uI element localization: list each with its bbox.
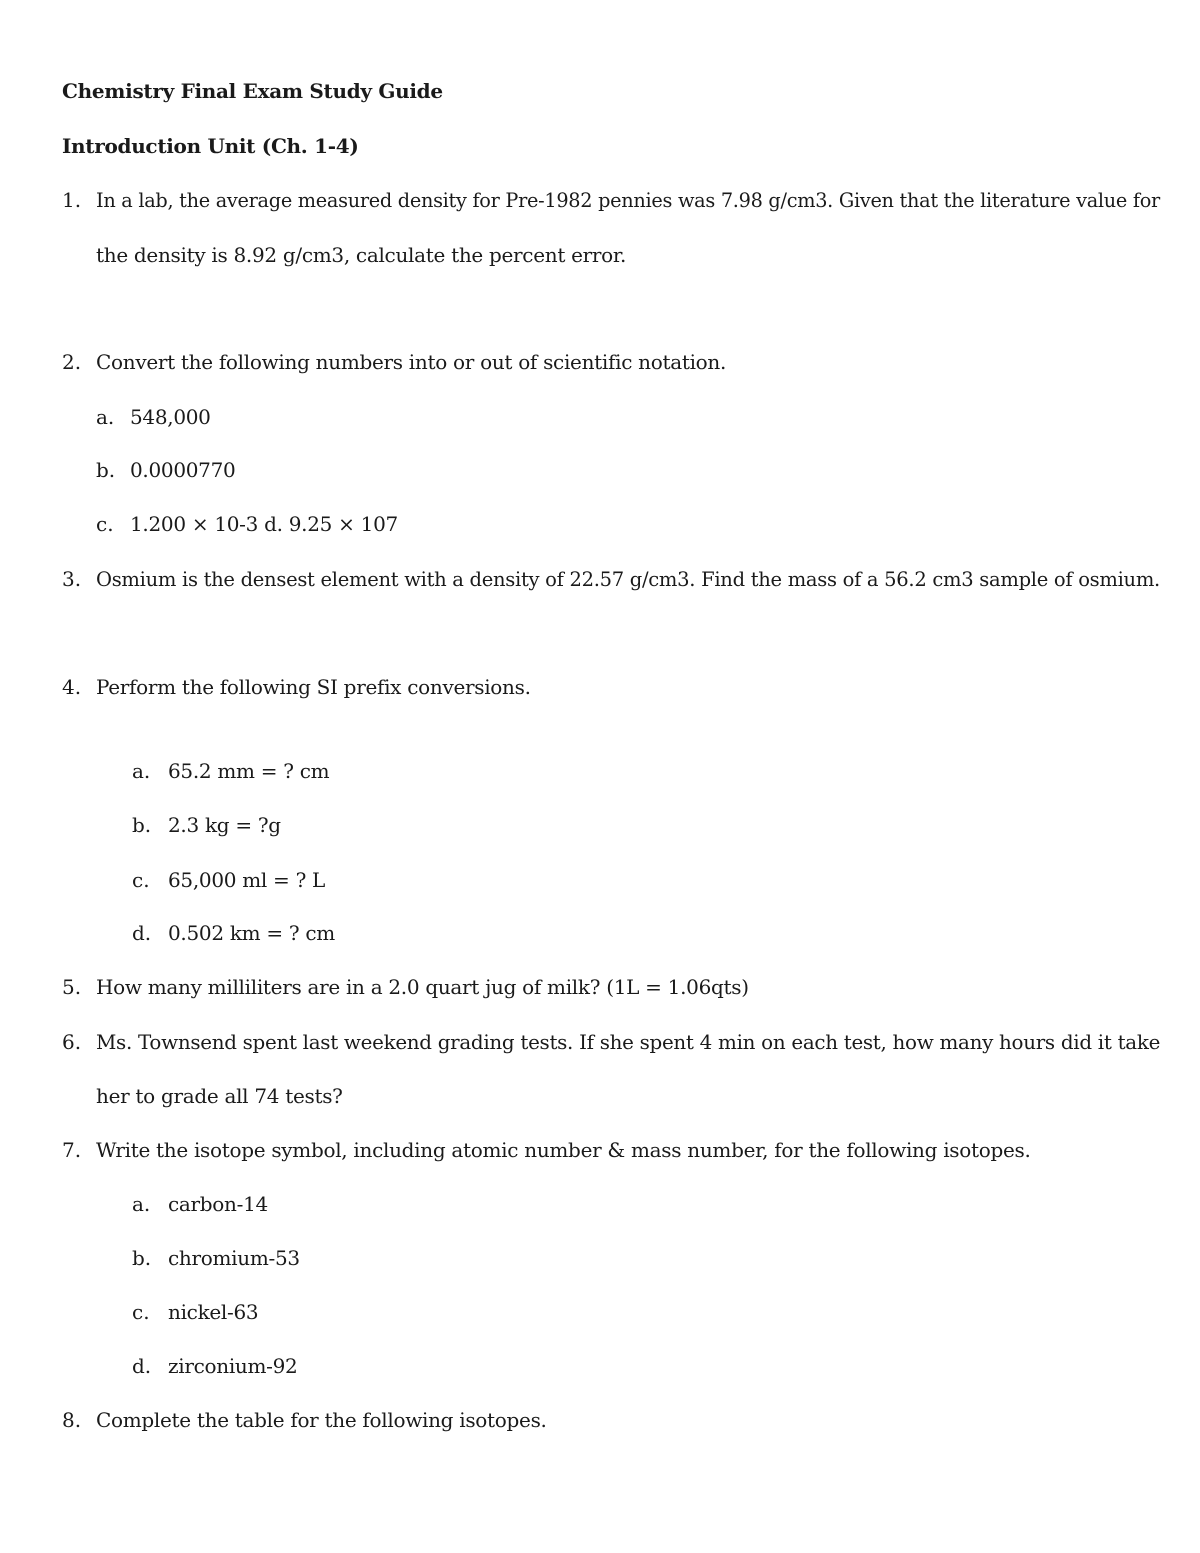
sub-item-label: a. — [132, 1192, 151, 1216]
question-number: 7. — [62, 1138, 82, 1162]
sub-item-text: 65,000 ml = ? L — [168, 868, 326, 892]
sub-item-text: nickel-63 — [168, 1300, 259, 1324]
sub-item-label: b. — [132, 813, 152, 837]
sub-item-text: 548,000 — [130, 405, 211, 429]
sub-item-text: 65.2 mm = ? cm — [168, 759, 330, 783]
question-number: 2. — [62, 350, 82, 374]
sub-item-label: c. — [96, 512, 114, 536]
question-number: 5. — [62, 975, 82, 999]
question-text: Complete the table for the following isotopes. — [96, 1408, 547, 1432]
section-heading: Introduction Unit (Ch. 1-4) — [62, 134, 359, 158]
sub-item-text: 0.0000770 — [130, 458, 236, 482]
sub-item-label: a. — [132, 759, 151, 783]
sub-item-label: c. — [132, 868, 150, 892]
sub-item-text: 2.3 kg = ?g — [168, 813, 281, 837]
question-text: Ms. Townsend spent last weekend grading tests. If she spent 4 min on each test, how many hours did it take — [96, 1030, 1161, 1054]
sub-item-label: d. — [132, 921, 152, 945]
sub-item-label: b. — [96, 458, 116, 482]
document-title: Chemistry Final Exam Study Guide — [62, 79, 443, 103]
question-text-continued: her to grade all 74 tests? — [96, 1084, 343, 1108]
question-text: Osmium is the densest element with a density of 22.57 g/cm3. Find the mass of a 56.2 cm3 sample of osmium. — [96, 567, 1160, 591]
question-text: In a lab, the average measured density for Pre-1982 pennies was 7.98 g/cm3. Given that the literature value for — [96, 188, 1160, 212]
sub-item-text: carbon-14 — [168, 1192, 268, 1216]
sub-item-text: zirconium-92 — [168, 1354, 298, 1378]
question-text: Convert the following numbers into or out of scientific notation. — [96, 350, 727, 374]
question-text: Perform the following SI prefix conversions. — [96, 675, 531, 699]
sub-item-text: 0.502 km = ? cm — [168, 921, 335, 945]
sub-item-label: d. — [132, 1354, 152, 1378]
sub-item-label: c. — [132, 1300, 150, 1324]
question-text: Write the isotope symbol, including atomic number & mass number, for the following isotopes. — [96, 1138, 1031, 1162]
question-text-continued: the density is 8.92 g/cm3, calculate the percent error. — [96, 243, 627, 267]
question-number: 6. — [62, 1030, 82, 1054]
question-number: 4. — [62, 675, 82, 699]
question-number: 1. — [62, 188, 82, 212]
sub-item-text: chromium-53 — [168, 1246, 300, 1270]
sub-item-label: b. — [132, 1246, 152, 1270]
sub-item-text: 1.200 × 10-3 d. 9.25 × 107 — [130, 512, 398, 536]
question-number: 3. — [62, 567, 82, 591]
question-number: 8. — [62, 1408, 82, 1432]
question-text: How many milliliters are in a 2.0 quart jug of milk? (1L = 1.06qts) — [96, 975, 749, 999]
sub-item-label: a. — [96, 405, 115, 429]
